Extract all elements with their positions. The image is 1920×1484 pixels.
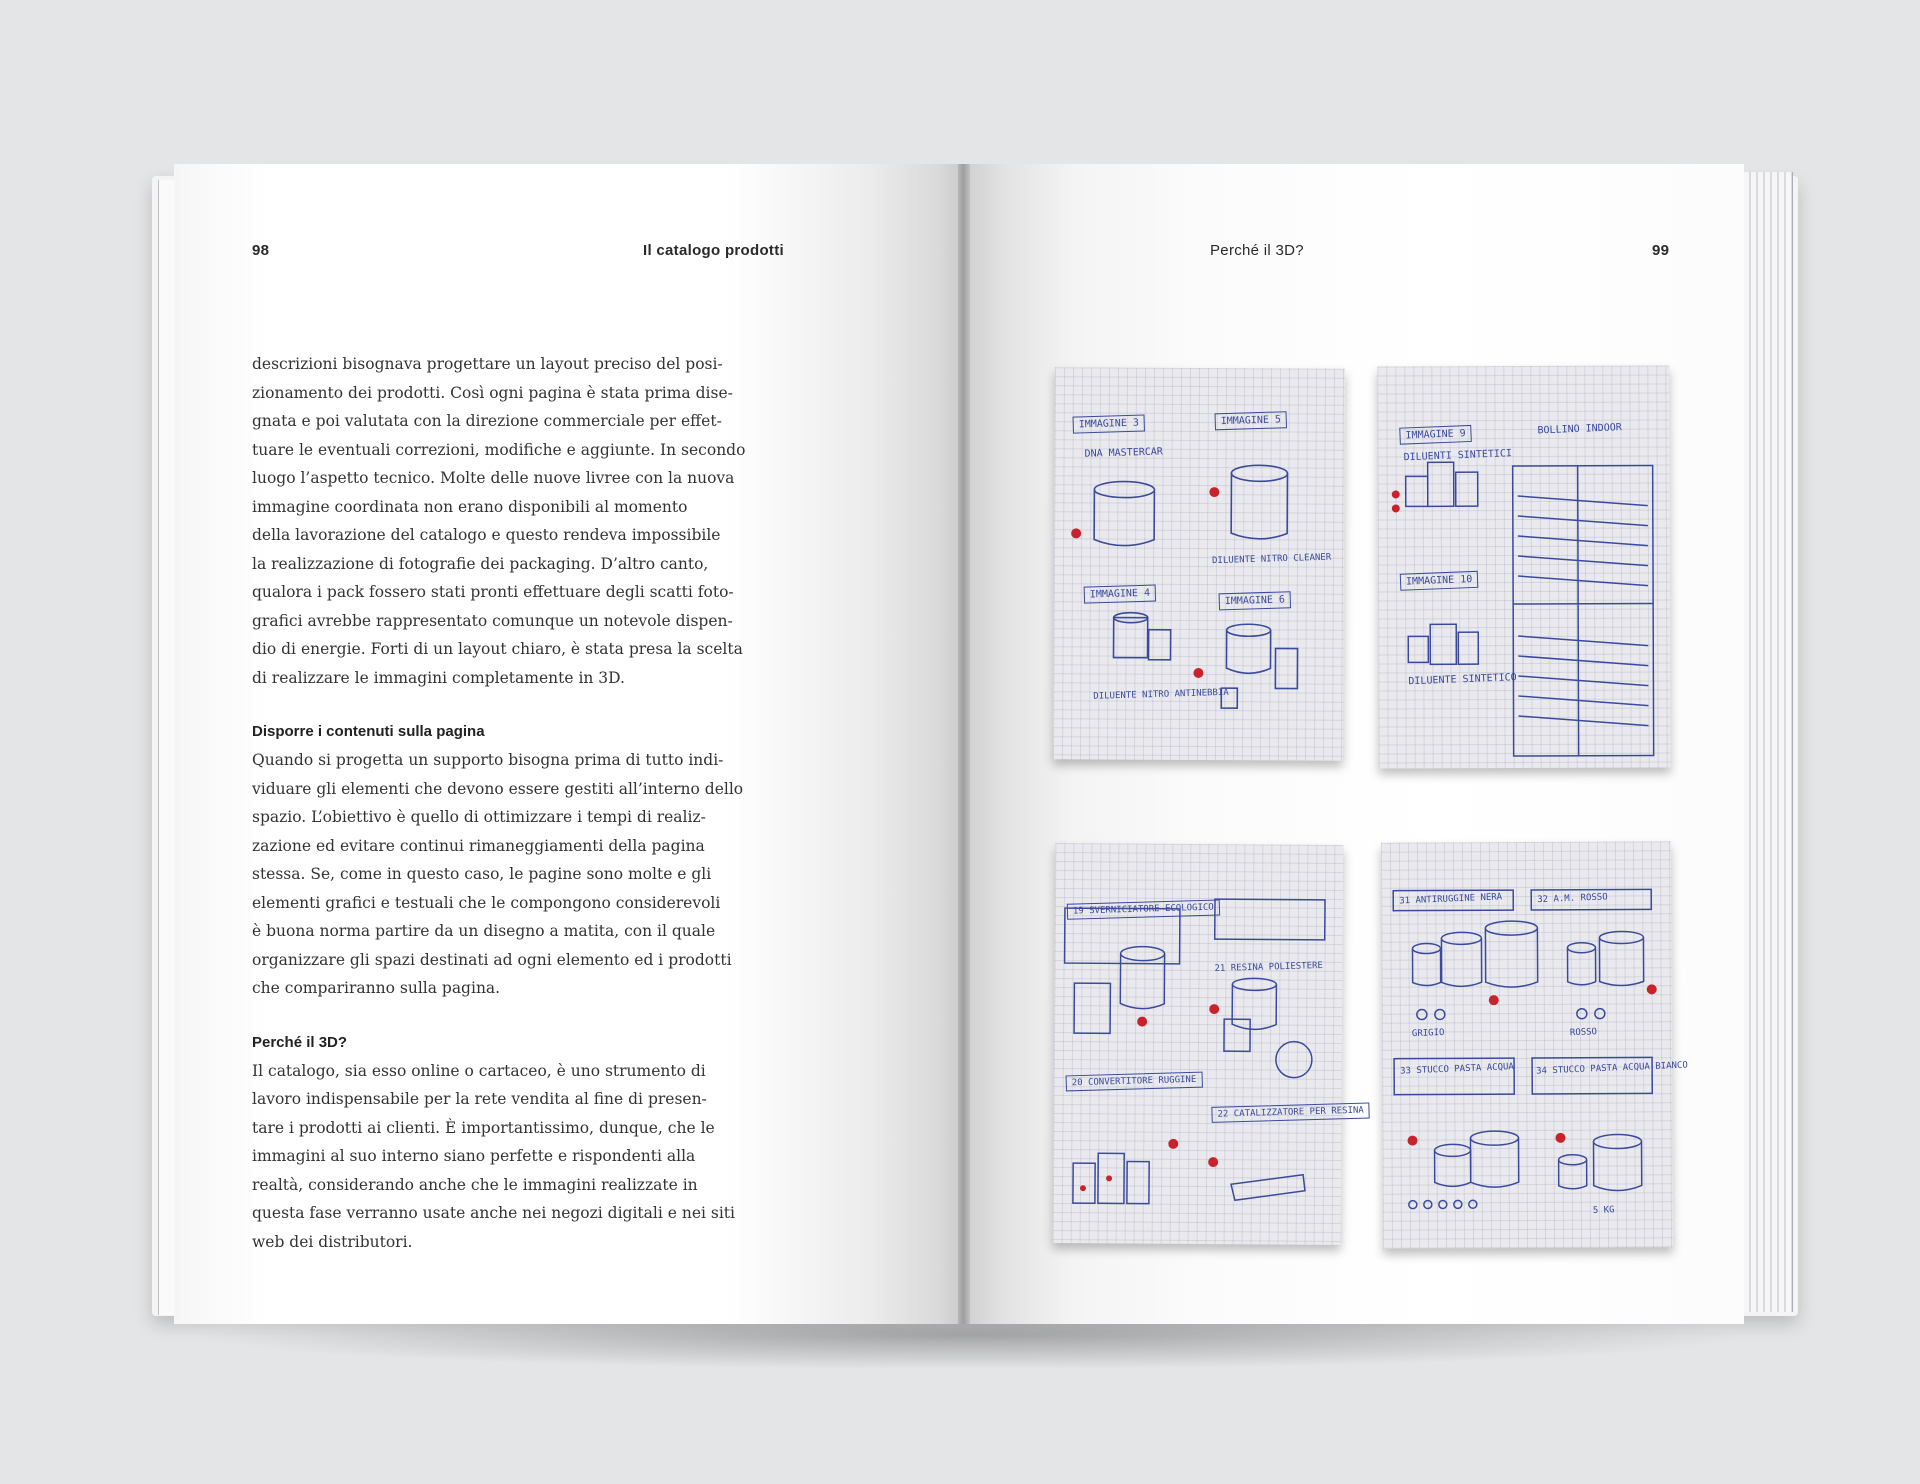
text-line: tuare le eventuali correzioni, modifiche e aggiunte. In secondo xyxy=(252,440,746,459)
text-line: qualora i pack fossero stati pronti effettuare degli scatti foto- xyxy=(252,583,734,601)
text-line: zazione ed evitare continui rimaneggiamenti della pagina xyxy=(252,836,705,855)
sketch-label: 34 STUCCO PASTA ACQUA BIANCO xyxy=(1535,1060,1688,1077)
sketch-photo-3 xyxy=(1053,843,1364,1245)
sketch-label: IMMAGINE 5 xyxy=(1215,411,1288,430)
sketch-label: IMMAGINE 6 xyxy=(1219,591,1292,610)
section-heading-layout: Disporre i contenuti sulla pagina xyxy=(252,723,485,740)
text-line: di realizzare le immagini completamente in 3D. xyxy=(252,668,625,687)
text-line: Quando si progetta un supporto bisogna prima di tutto indi- xyxy=(252,751,724,769)
text-line: Il catalogo, sia esso online o cartaceo, è uno strumento di xyxy=(252,1061,706,1080)
text-line: elementi grafici e testuali che le compongono considerevoli xyxy=(252,893,721,912)
text-line: che compariranno sulla pagina. xyxy=(252,979,501,997)
text-line: luogo l’aspetto tecnico. Molte delle nuove livree con la nuova xyxy=(252,469,735,487)
text-line: realtà, considerando anche che le immagini realizzate in xyxy=(252,1175,698,1194)
text-line: questa fase verranno usate anche nei negozi digitali e nei siti xyxy=(252,1204,735,1222)
sketch-photo-2 xyxy=(1377,365,1670,768)
left-page-number: 98 xyxy=(252,242,270,259)
sketch-label: 32 A.M. ROSSO xyxy=(1537,892,1608,906)
sketch-label: 5 KG xyxy=(1592,1205,1615,1217)
text-line: è buona norma partire da un disegno a matita, con il quale xyxy=(252,922,716,940)
sketch-label: 20 CONVERTITORE RUGGINE xyxy=(1066,1072,1203,1092)
sketch-label: BOLLINO INDOOR xyxy=(1537,422,1622,437)
sketch-label: 22 CATALIZZATORE PER RESINA xyxy=(1211,1102,1370,1122)
sketch-label: DNA MASTERCAR xyxy=(1084,446,1164,460)
sketch-label: ROSSO xyxy=(1569,1027,1598,1039)
sketch-label: DILUENTE NITRO ANTINEBBIA xyxy=(1093,687,1229,702)
sketch-label: IMMAGINE 10 xyxy=(1400,571,1479,591)
right-page xyxy=(964,164,1744,1324)
sketch-label: IMMAGINE 3 xyxy=(1072,414,1145,433)
text-line: gnata e poi valutata con la direzione commerciale per effet- xyxy=(252,412,722,430)
section-layout-paragraph xyxy=(252,746,772,1003)
right-page-number: 99 xyxy=(1652,242,1670,259)
left-page xyxy=(174,164,964,1324)
sketch-label: DILUENTE SINTETICO xyxy=(1408,672,1517,688)
text-line: web dei distributori. xyxy=(252,1232,413,1251)
text-line: la realizzazione di fotografie dei packaging. D’altro canto, xyxy=(252,554,709,573)
sketch-photo-4 xyxy=(1381,841,1688,1249)
text-line: tare i prodotti ai clienti. È importantissimo, dunque, che le xyxy=(252,1118,715,1137)
sketch-label: 21 RESINA POLIESTERE xyxy=(1214,960,1324,975)
text-line: descrizioni bisognava progettare un layout preciso del posi- xyxy=(252,355,723,373)
sketch-label: 31 ANTIRUGGINE NERA xyxy=(1399,892,1503,907)
section-3d-paragraph xyxy=(252,1057,772,1257)
sketch-label: GRIGIO xyxy=(1411,1027,1445,1040)
sketch-label: IMMAGINE 4 xyxy=(1084,585,1157,604)
text-line: stessa. Se, come in questo caso, le pagine sono molte e gli xyxy=(252,865,712,883)
text-line: dio di energie. Forti di un layout chiaro, è stata presa la scelta xyxy=(252,640,743,658)
text-line: organizzare gli spazi destinati ad ogni elemento ed i prodotti xyxy=(252,950,732,969)
text-line: immagini al suo interno siano perfette e rispondenti alla xyxy=(252,1147,696,1165)
text-line: grafici avrebbe rappresentato comunque un notevole dispen- xyxy=(252,611,733,630)
text-line: spazio. L’obiettivo è quello di ottimizzare i tempi di realiz- xyxy=(252,808,706,826)
right-running-head: Perché il 3D? xyxy=(1210,242,1304,259)
book-gutter xyxy=(958,164,970,1324)
left-running-head: Il catalogo prodotti xyxy=(643,242,784,259)
left-body-text xyxy=(252,350,772,1256)
section-heading-3d: Perché il 3D? xyxy=(252,1033,348,1051)
text-line: immagine coordinata non erano disponibili al momento xyxy=(252,497,688,516)
text-line: della lavorazione del catalogo e questo rendeva impossibile xyxy=(252,526,721,544)
sketch-label: 19 SVERNICIATORE ECOLOGICO xyxy=(1067,899,1220,919)
sketch-label: DILUENTE NITRO CLEANER xyxy=(1211,552,1332,567)
text-line: lavoro indispensabile per la rete vendita al fine di presen- xyxy=(252,1090,707,1108)
intro-paragraph xyxy=(252,350,772,692)
left-page-edge xyxy=(158,180,175,1315)
text-line: zionamento dei prodotti. Così ogni pagina è stata prima dise- xyxy=(252,383,733,402)
right-page-edges xyxy=(1744,172,1793,1312)
text-line: viduare gli elementi che devono essere gestiti all’interno dello xyxy=(252,779,744,798)
sketch-label: 33 STUCCO PASTA ACQUA xyxy=(1399,1062,1515,1077)
sketch-label: DILUENTI SINTETICI xyxy=(1403,448,1513,464)
sketch-label: IMMAGINE 9 xyxy=(1399,425,1472,445)
sketch-photo-1 xyxy=(1053,367,1345,761)
